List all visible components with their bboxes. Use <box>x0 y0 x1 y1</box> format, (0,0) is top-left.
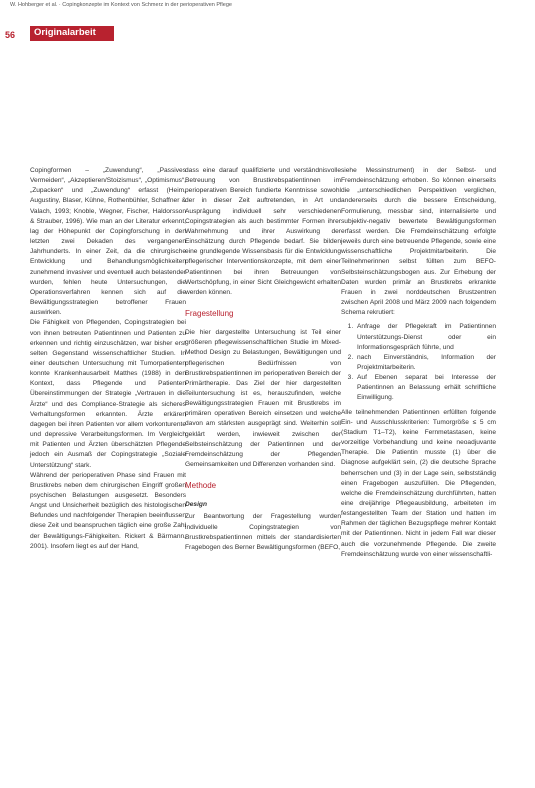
paragraph: Die hier dargestellte Untersuchung ist Teil einer größeren pflegewissenschaftlichen Studie im Mixed-Method Design zu Belastungen, Bewältigungen und pflegerischen Bedürfnissen von Brustkrebspatientinnen im perioperativen Bereich der Primärtherapie. Das Ziel der hier dargestellten Teiluntersuchung ist es, herauszufinden, welche Bewältigungsstrategien Frauen mit Brustkrebs im primären operativen Bereich einsetzen und welche davon am stärksten ausgeprägt sind. Weiterhin soll geklärt werden, inwieweit zwischen der Selbsteinschätzung der Patientinnen und der Fremdeinschätzung der Pflegenden Gemeinsamkeiten und Differenzen vorhanden sind. <box>185 329 341 469</box>
recruitment-list <box>341 322 496 403</box>
list-item: 2. nach Einverständnis, Information der Projektmitarbeiterin. <box>355 353 496 373</box>
section-heading-fragestellung: Fragestellung <box>185 309 234 319</box>
paragraph: dass eine darauf qualifizierte und verständnisvolle Betreuung von Brustkrebspatientinnen im perioperativen Bereich fundierte Kenntnisse sowohl der in dieser Zeit auftretenden, in Art und Ausprägung individuell sehr verschiedenen Copingstrategien als auch bestimmter Formen ihrer Wahrnehmung und ihrer Auswirkung der Einschätzung durch Pflegende bedarf. Sie bilden eine grundlegende Wissensbasis für die Entwicklung pflegerischer Interventionskonzepte, mit dem einer Patientinnen bei ihren Betreuungen von Wertschöpfung, in einer Sicht Gleichgewicht erhalten werden können. <box>185 167 341 296</box>
text-column-1 <box>30 166 186 552</box>
paragraph: siehe Messinstrument) in der Selbst- und Fremdeinschätzung erhoben. So können einerseits die „unterschiedlichen Perspektiven verglichen, andererseits durch die bessere Entscheidung, Formulierung, messbar sind, internalisierte und subjektiv-negativ bewertete Bewältigungsformen erfasst werden. Die Fremdeinschätzung erfolgte jeweils durch eine betreuende Pflegende, sowie eine wissenschaftliche Projektmitarbeiterin. Die Teilnehmerinnen selbst füllten zum BEFO-Selbsteinschätzungsbogen aus. Zur Erhebung der Daten wurden primär an Brustkrebs erkrankte Frauen in zwei norddeutschen Brustzentren zwischen April 2008 und März 2009 nach folgendem Schema rekrutiert: <box>341 167 496 317</box>
text-column-3 <box>341 166 496 560</box>
subheading-design: Design <box>185 501 207 509</box>
running-title: W. Hohberger et al. · Copingkonzepte im Kontext von Schmerz in der perioperativen Pflege <box>10 2 232 8</box>
section-heading-methode: Methode <box>185 481 217 491</box>
list-item: 3. Auf Ebenen separat bei Interesse der Patientinnen an Belassung erhält schriftliche Einwilligung. <box>355 373 496 403</box>
paragraph: Die Fähigkeit von Pflegenden, Copingstrategien bei von ihnen betreuten Patientinnen und Patienten zu erkennen und richtig einzuschätzen, war bisher erst selten Gegenstand wissenschaftlicher Studien. In einer deutschen Untersuchung mit Tumorpatienten konnte Krankenhausarbeit Matthes (1988) in den Kontext, dass Pflegende und Patienten Übereinstimmungen der Strategie „Vertrauen in die Ärzte“ und des Compliance-Strategie als sicheres Verhaltungsformen erkannten. Ärzte erkären dagegen bei ihren Patienten vor allem vorkonturente und depressive Verarbeitungsformen. Im Vergleich mit Patienten und Ärzten überschätzten Pflegende jedoch ein Ausmaß der Copingstrategie „Soziale Unterstützung“ stark. <box>30 319 186 469</box>
section-label: Originalarbeit <box>34 27 96 38</box>
list-item: 1. Anfrage der Pflegekraft im Patientinnen Unterstützungs-Dienst oder ein Informationsgespräch führte, und <box>355 322 496 352</box>
paragraph: Zur Beantwortung der Fragestellung wurden individuelle Copingstrategien von Brustkrebspatientinnen mittels der standardisierten Fragebogen des Berner Bewältigungsformen (BEFO, <box>185 513 341 551</box>
paragraph: Während der perioperativen Phase sind Frauen mit Brustkrebs neben dem chirurgischen Eingriff großen psychischen Belastungen ausgesetzt. Besonders Angst und Unsicherheit bezüglich des histologischen Befundes und nachfolgender Therapien beeinflussen diese Zeit und beanspruchen täglich eine große Zahl der Bewältigungs-Fähigkeiten. Rickert & Bärmann, 2001). Insofern liegt es auf der Hand, <box>30 471 186 550</box>
text-column-2 <box>185 166 341 553</box>
page-number: 56 <box>5 30 16 40</box>
page-header <box>0 0 535 48</box>
paragraph: Alle teilnehmenden Patientinnen erfüllten folgende Ein- und Ausschlusskriterien: Tumorgröße ≤ 5 cm (Stadium T1–T2), keine Fernmetastasen, keine vorzeitige Vorbehandlung und keine neoadjuvante Therapie. Die Patientin musste (1) über die Diagnose aufgeklärt sein, (2) die deutsche Sprache beherrschen und (3) in der Lage sein, selbstständig einen Fragebogen auszufüllen. Die Pflegenden, welche die Fremdeinschätzung durchführten, hatten eine dreijährige Pflegeausbildung, arbeiteten im festangestellten Team der Station und hatten im Rahmen der täglichen Bezugspflege mehrer Kontakt mit der Patientinnen. Nicht in jedem Fall war dieser auch die vorzunehmende Pflegende. Die zweite Fremdeinschätzung wurde von einer wissenschaftli- <box>341 408 496 558</box>
paragraph: Copingformen – „Zuwendung“, „Passives Vermeiden“, „Akzeptieren/Stoizismus“, „Optimismus“, „Zupacken“ und „Zuwendung“ erfasst (Heim, Augustiny, Blaser, Kühne, Rothenbühler, Schaffner & Valach, 1993; Knoble, Wegner, Fischer, Haldorsson & Strauber, 1996). Wie man an der Literatur erkennt, lag der Höhepunkt der Copingforschung in den letzten zwei Dekaden des vergangenen Jahrhunderts. In einer Zeit, da die chirurgische Entwicklung und Behandlungsmöglichkeiten zunehmend invasiver und eventuell auch belastender wurden, fehlen heute Untersuchungen, die Operationsverfahren kennen sich auf die Bewältigungsstrategien betroffener Frauen auswirken. <box>30 167 186 317</box>
